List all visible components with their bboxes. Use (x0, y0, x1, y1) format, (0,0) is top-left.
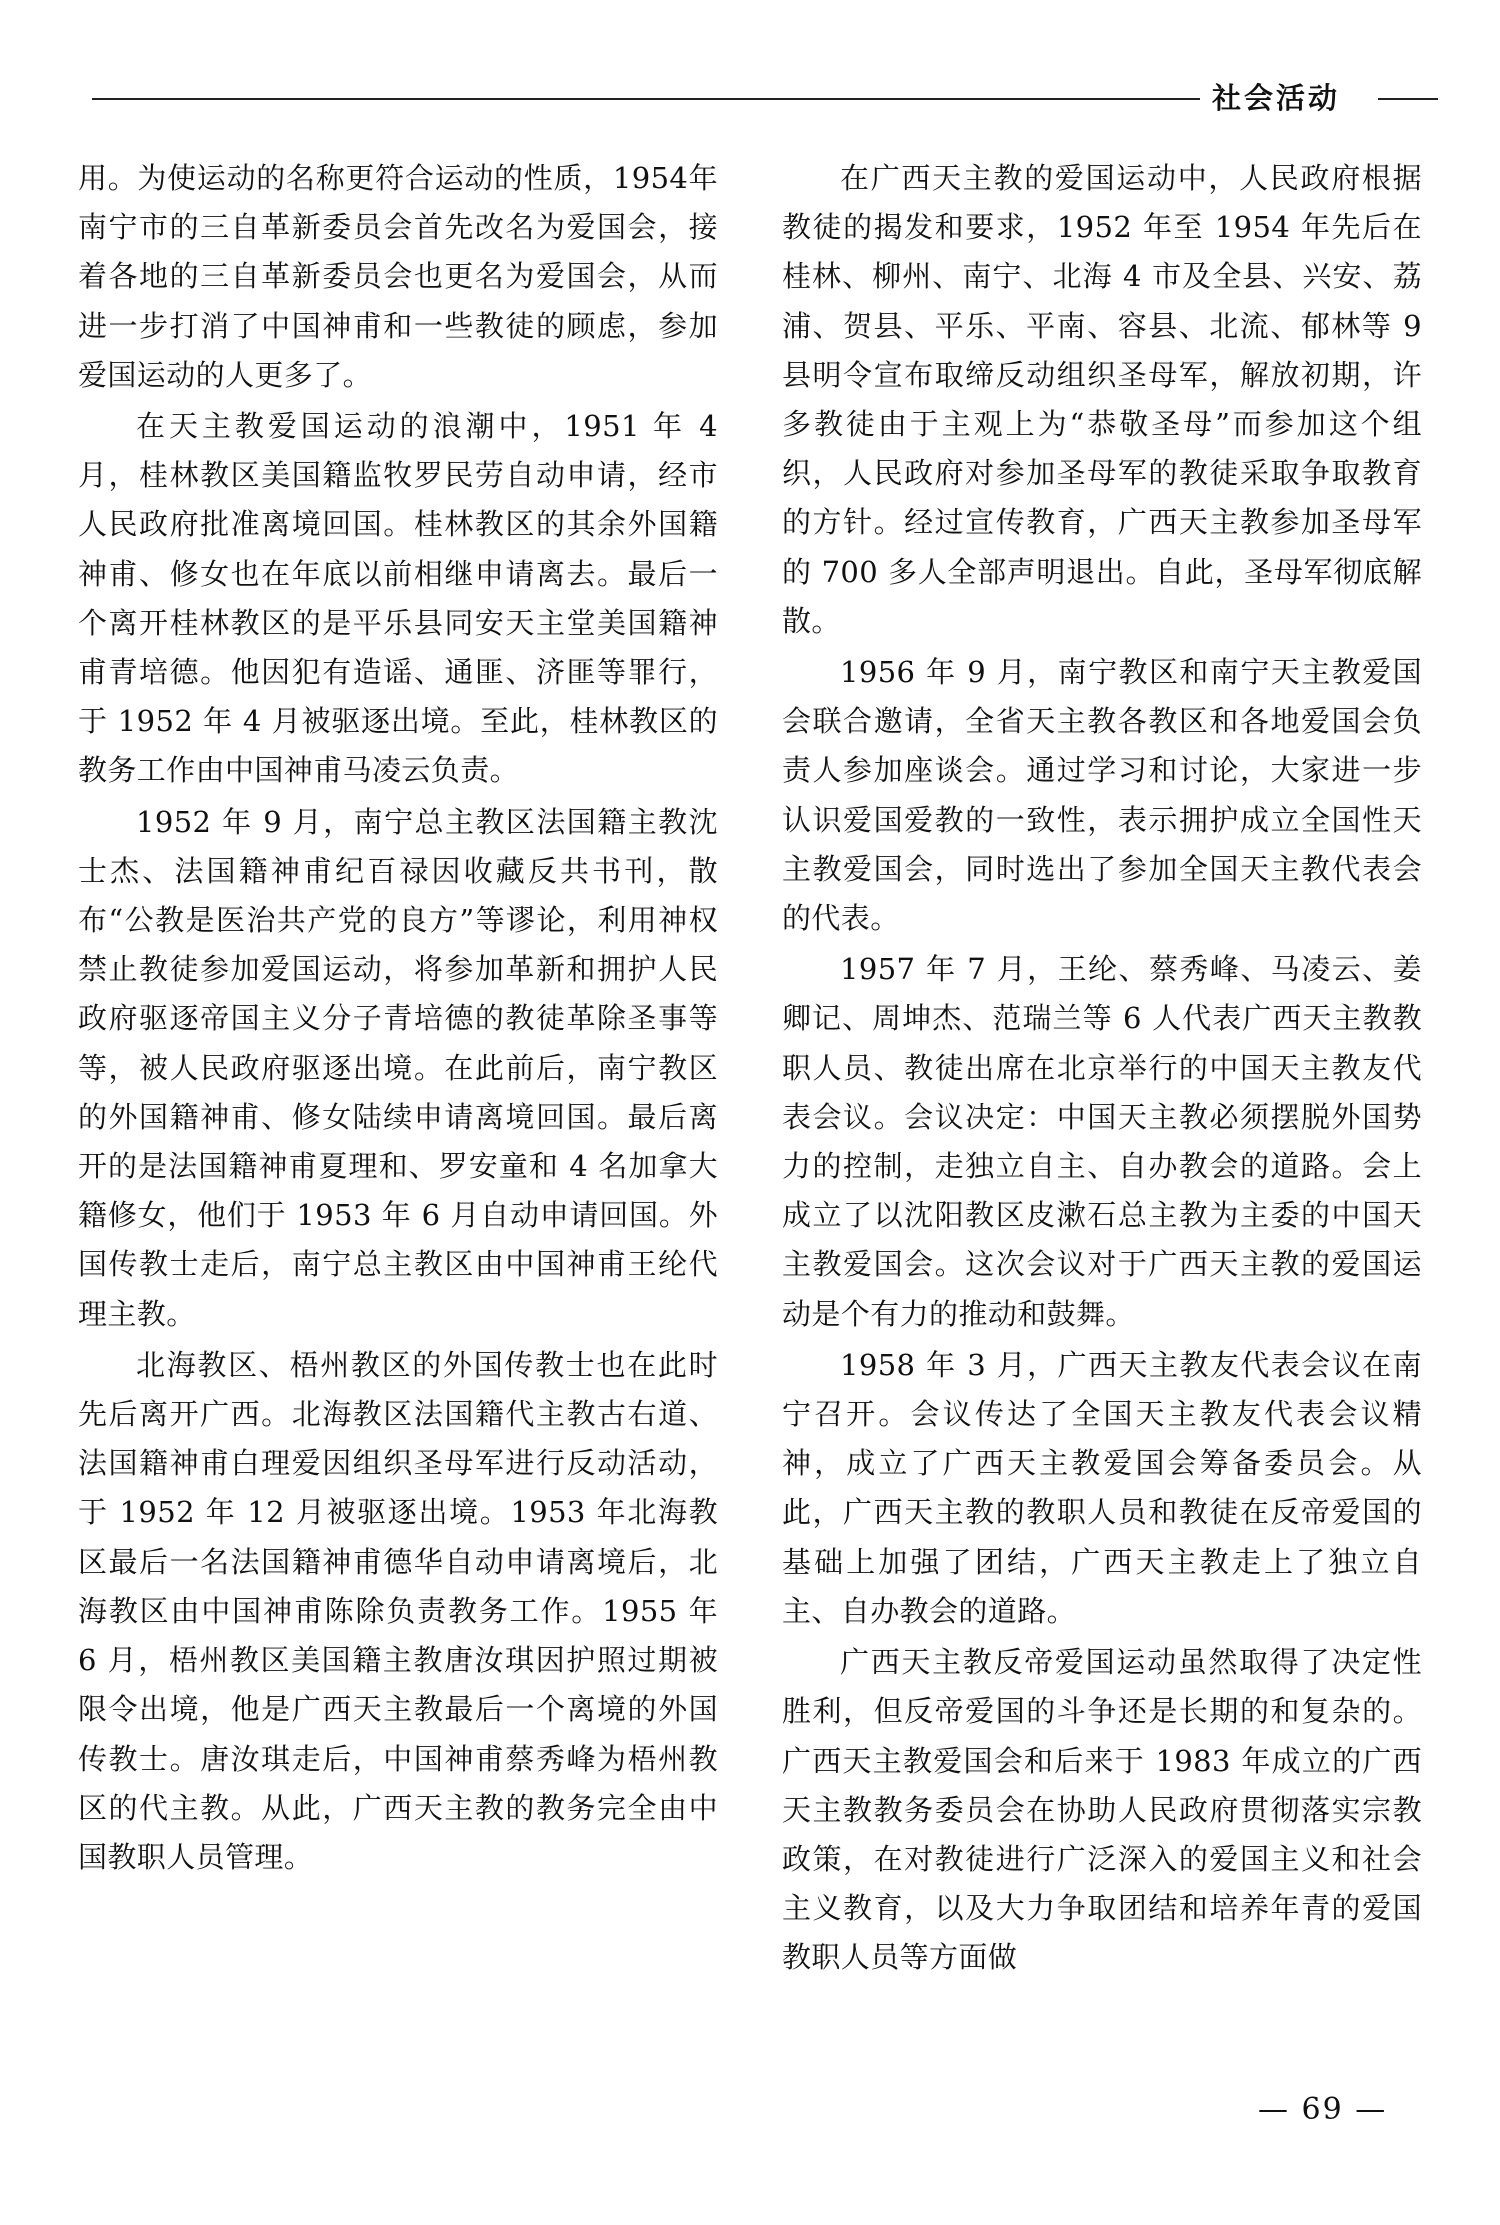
paragraph: 1952 年 9 月，南宁总主教区法国籍主教沈士杰、法国籍神甫纪百禄因收藏反共书刊，散布“公教是医治共产党的良方”等谬论，利用神权禁止教徒参加爱国运动，将参加革新和拥护人民政府驱逐帝国主义分子青培德的教徒革除圣事等等，被人民政府驱逐出境。在此前后，南宁教区的外国籍神甫、修女陆续申请离境回国。最后离开的是法国籍神甫夏理和、罗安童和 4 名加拿大籍修女，他们于 1953 年 6 月自动申请回国。外国传教士走后，南宁总主教区由中国神甫王纶代理主教。 (78, 804, 718, 1331)
page-number: — 69 — (1258, 2092, 1388, 2127)
paragraph: 在天主教爱国运动的浪潮中，1951 年 4 月，桂林教区美国籍监牧罗民劳自动申请，经市人民政府批准离境回国。桂林教区的其余外国籍神甫、修女也在年底以前相继申请离去。最后一个离开桂林教区的是平乐县同安天主堂美国籍神甫青培德。他因犯有造谣、通匪、济匪等罪行，于 1952 年 4 月被驱逐出境。至此，桂林教区的教务工作由中国神甫马凌云负责。 (78, 409, 718, 788)
header-rule-tail (1378, 98, 1438, 100)
paragraph: 1958 年 3 月，广西天主教友代表会议在南宁召开。会议传达了全国天主教友代表会议精神，成立了广西天主教爱国会筹备委员会。从此，广西天主教的教职人员和教徒在反帝爱国的基础上加强了团结，广西天主教走上了独立自主、自办教会的道路。 (782, 1347, 1422, 1628)
header-rule (92, 98, 1200, 100)
section-title: 社会活动 (1212, 81, 1341, 115)
left-column (78, 154, 718, 1884)
right-column (782, 154, 1422, 1985)
paragraph: 1956 年 9 月，南宁教区和南宁天主教爱国会联合邀请，全省天主教各教区和各地爱国会负责人参加座谈会。通过学习和讨论，大家进一步认识爱国爱教的一致性，表示拥护成立全国性天主教爱国会，同时选出了参加全国天主教代表会的代表。 (782, 655, 1422, 936)
paragraph: 1957 年 7 月，王纶、蔡秀峰、马凌云、姜卿记、周坤杰、范瑞兰等 6 人代表广西天主教教职人员、教徒出席在北京举行的中国天主教友代表会议。会议决定：中国天主教必须摆脱外国势力的控制，走独立自主、自办教会的道路。会上成立了以沈阳教区皮漱石总主教为主委的中国天主教爱国会。这次会议对于广西天主教的爱国运动是个有力的推动和鼓舞。 (782, 952, 1422, 1331)
paragraph: 用。为使运动的名称更符合运动的性质，1954年南宁市的三自革新委员会首先改名为爱国会，接着各地的三自革新委员会也更名为爱国会，从而进一步打消了中国神甫和一些教徒的顾虑，参加爱国运动的人更多了。 (78, 161, 718, 392)
paragraph: 在广西天主教的爱国运动中，人民政府根据教徒的揭发和要求，1952 年至 1954 年先后在桂林、柳州、南宁、北海 4 市及全县、兴安、荔浦、贺县、平乐、平南、容县、北流、郁林等 9 县明令宣布取缔反动组织圣母军，解放初期，许多教徒由于主观上为“恭敬圣母”而参加这个组织，人民政府对参加圣母军的教徒采取争取教育的方针。经过宣传教育，广西天主教参加圣母军的 700 多人全部声明退出。自此，圣母军彻底解散。 (782, 161, 1422, 638)
paragraph: 北海教区、梧州教区的外国传教士也在此时先后离开广西。北海教区法国籍代主教古右道、法国籍神甫白理爱因组织圣母军进行反动活动，于 1952 年 12 月被驱逐出境。1953 年北海教区最后一名法国籍神甫德华自动申请离境后，北海教区由中国神甫陈除负责教务工作。1955 年 6 月，梧州教区美国籍主教唐汝琪因护照过期被限令出境，他是广西天主教最后一个离境的外国传教士。唐汝琪走后，中国神甫蔡秀峰为梧州教区的代主教。从此，广西天主教的教务完全由中国教职人员管理。 (78, 1347, 718, 1874)
paragraph: 广西天主教反帝爱国运动虽然取得了决定性胜利，但反帝爱国的斗争还是长期的和复杂的。广西天主教爱国会和后来于 1983 年成立的广西天主教教务委员会在协助人民政府贯彻落实宗教政策，在对教徒进行广泛深入的爱国主义和社会主义教育，以及大力争取团结和培养年青的爱国教职人员等方面做 (782, 1645, 1422, 1975)
